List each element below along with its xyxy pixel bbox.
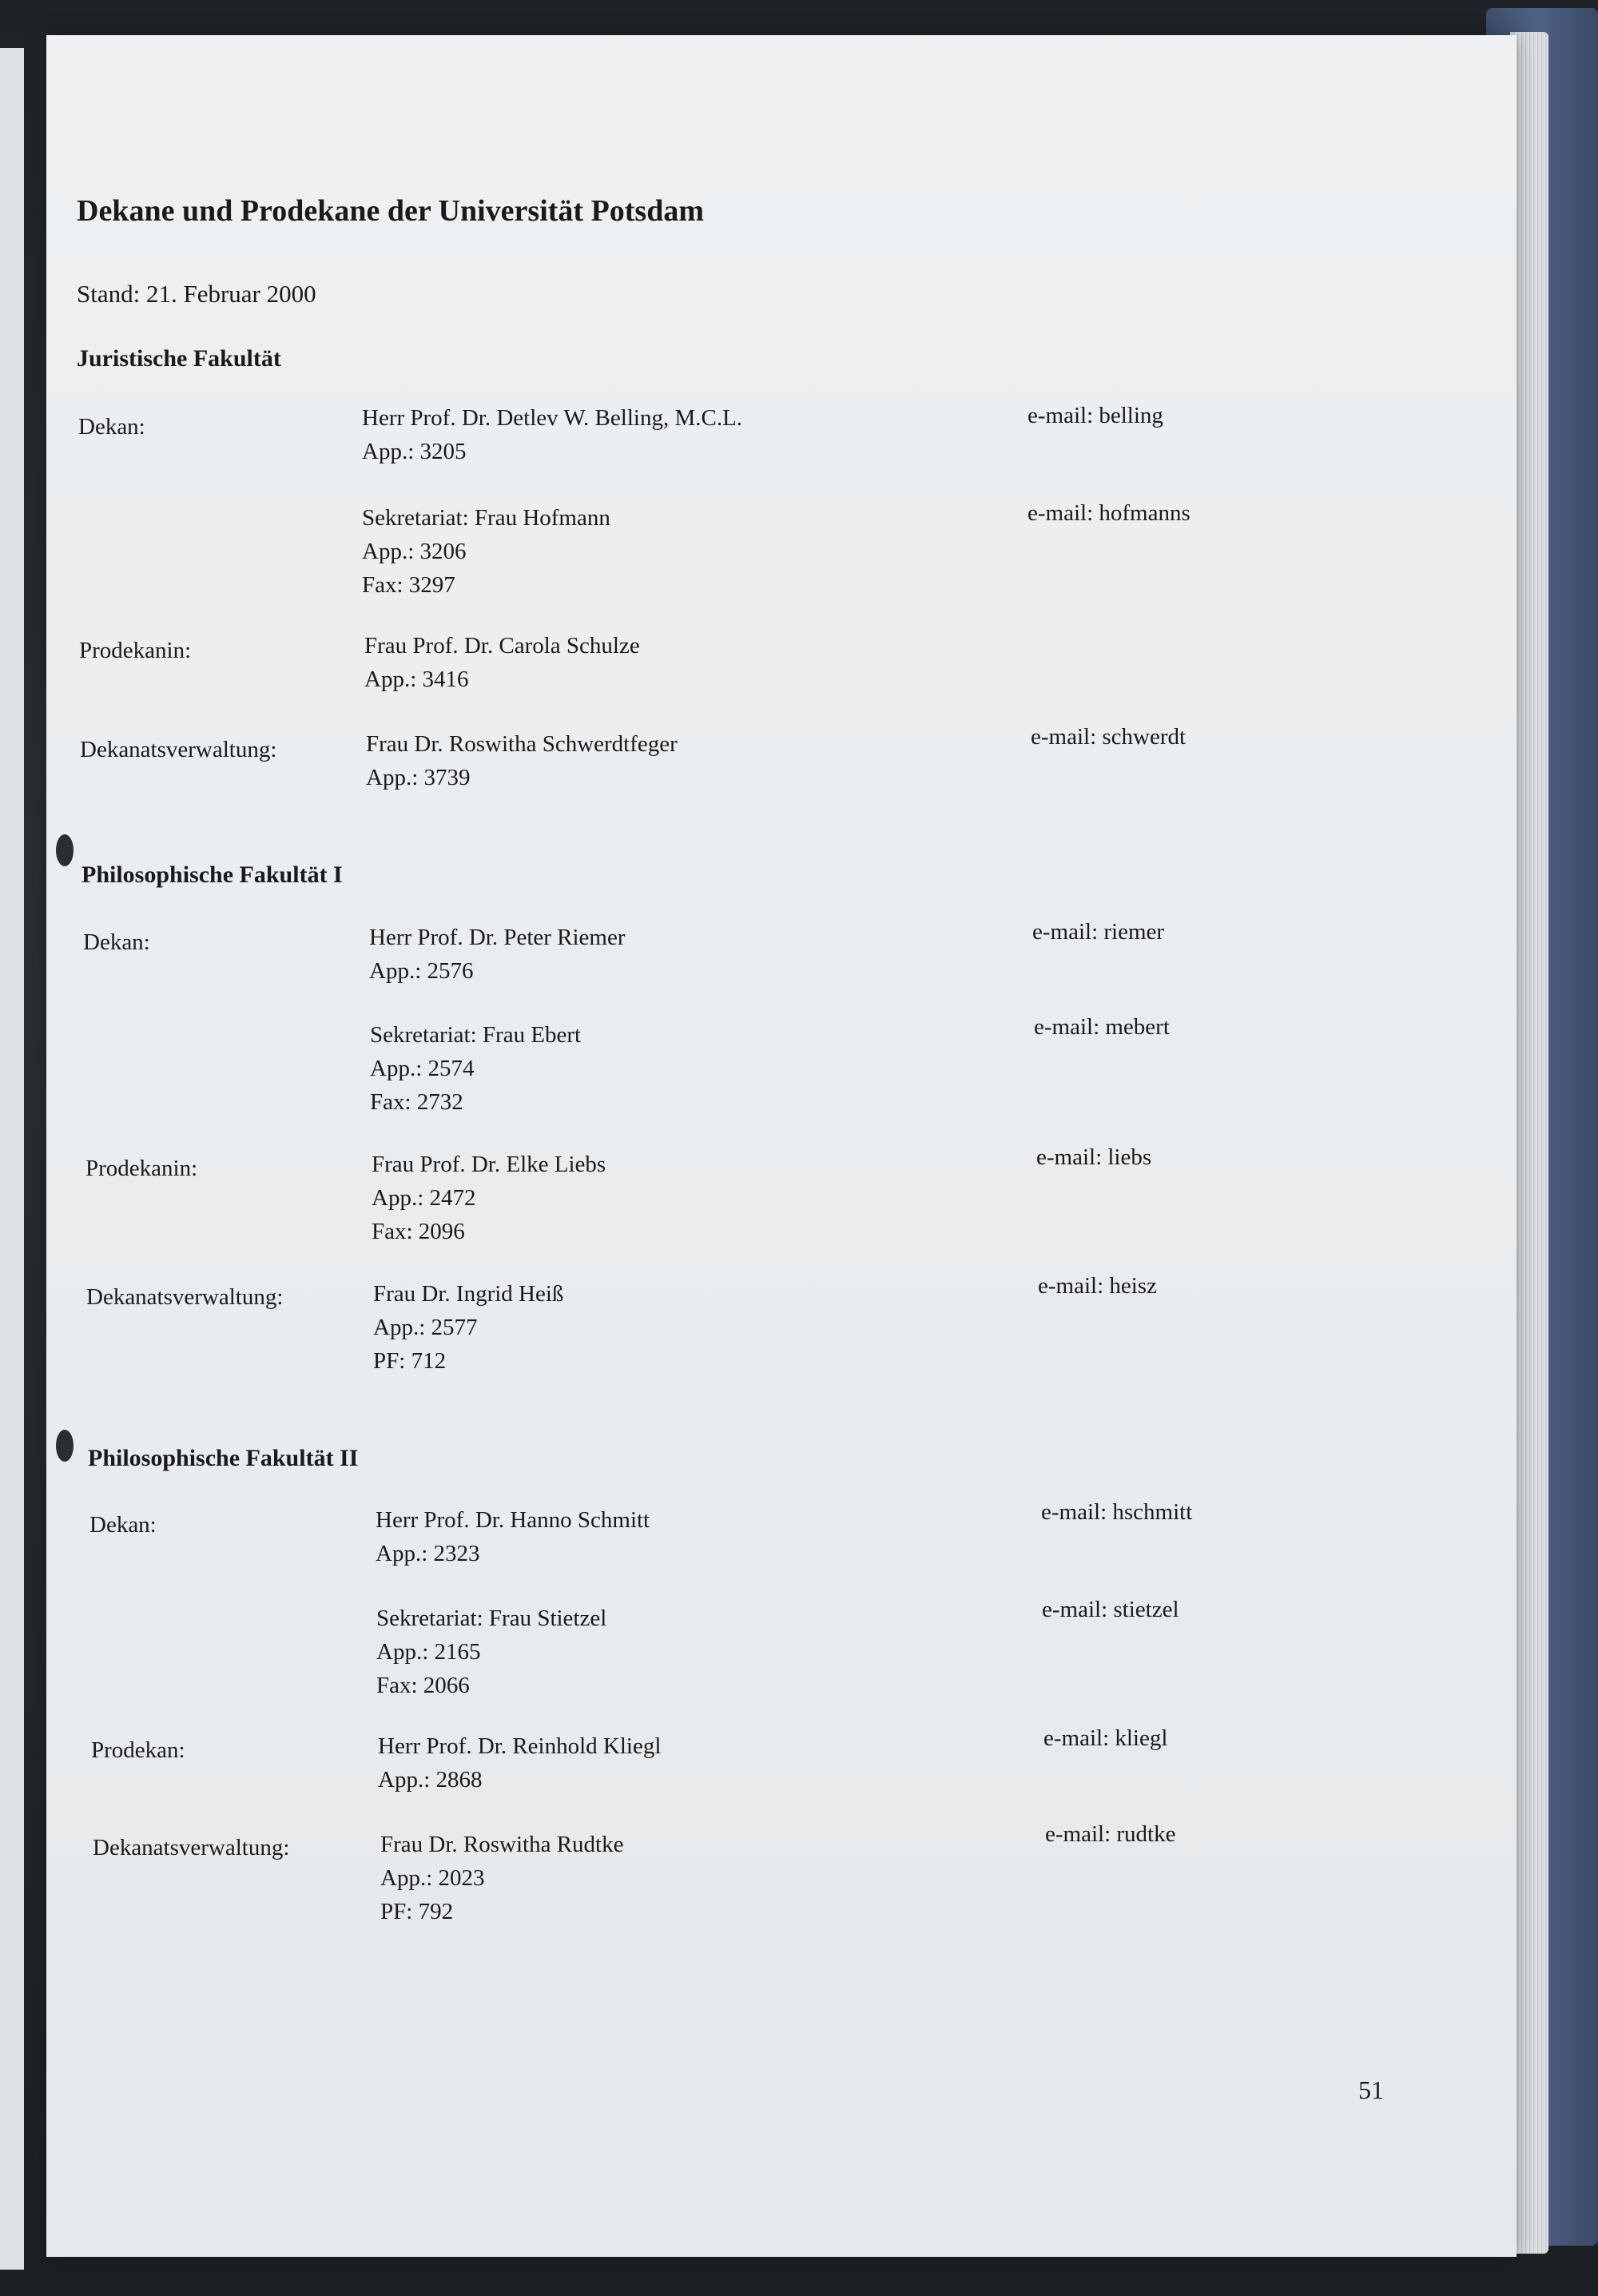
person-line: App.: 3205 xyxy=(362,439,467,464)
person-line: App.: 2323 xyxy=(376,1541,480,1566)
person-line: App.: 3416 xyxy=(364,667,469,692)
email-address: e-mail: riemer xyxy=(1032,919,1165,945)
person-line: Sekretariat: Frau Stietzel xyxy=(376,1606,607,1631)
person-block xyxy=(373,1277,563,1378)
person-line: Sekretariat: Frau Hofmann xyxy=(362,505,610,531)
role-label: Dekanatsverwaltung: xyxy=(93,1835,290,1860)
section-heading: Philosophische Fakultät I xyxy=(81,861,343,888)
person-line: Sekretariat: Frau Ebert xyxy=(370,1022,582,1048)
person-line: Herr Prof. Dr. Hanno Schmitt xyxy=(376,1507,650,1533)
person-line: Frau Prof. Dr. Elke Liebs xyxy=(372,1152,606,1177)
person-line: Fax: 2096 xyxy=(372,1219,465,1244)
role-label: Prodekanin: xyxy=(85,1156,198,1181)
person-line: App.: 2577 xyxy=(373,1315,478,1340)
section-heading: Juristische Fakultät xyxy=(77,345,281,372)
person-block xyxy=(362,501,610,602)
person-block xyxy=(376,1602,606,1702)
person-block xyxy=(380,1828,624,1928)
page-number: 51 xyxy=(1358,2075,1384,2104)
email-address: e-mail: liebs xyxy=(1036,1144,1152,1170)
role-label: Dekanatsverwaltung: xyxy=(80,737,277,762)
role-label: Dekan: xyxy=(89,1512,157,1538)
date-stand: Stand: 21. Februar 2000 xyxy=(77,280,316,308)
previous-page-edge xyxy=(0,48,24,2270)
person-block xyxy=(364,629,640,696)
person-line: Frau Dr. Ingrid Heiß xyxy=(373,1281,564,1307)
person-block xyxy=(372,1148,606,1248)
punch-hole xyxy=(56,1430,74,1462)
person-line: App.: 2576 xyxy=(369,958,474,984)
email-address: e-mail: heisz xyxy=(1038,1273,1157,1299)
person-line: App.: 3206 xyxy=(362,539,467,564)
person-block xyxy=(370,1018,581,1119)
person-block xyxy=(376,1503,650,1570)
role-label: Prodekanin: xyxy=(79,638,192,663)
person-block xyxy=(378,1729,661,1797)
person-line: Frau Dr. Roswitha Rudtke xyxy=(380,1832,624,1857)
person-line: Herr Prof. Dr. Detlev W. Belling, M.C.L. xyxy=(362,405,743,431)
person-line: App.: 2165 xyxy=(376,1639,481,1665)
person-line: PF: 792 xyxy=(380,1899,454,1924)
section-heading: Philosophische Fakultät II xyxy=(88,1445,359,1471)
email-address: e-mail: schwerdt xyxy=(1031,724,1187,750)
role-label: Prodekan: xyxy=(91,1737,185,1763)
person-line: Herr Prof. Dr. Peter Riemer xyxy=(369,925,626,950)
person-line: App.: 2023 xyxy=(380,1865,485,1891)
email-address: e-mail: mebert xyxy=(1034,1014,1170,1040)
person-block xyxy=(366,727,678,794)
person-line: App.: 2868 xyxy=(378,1767,483,1793)
role-label: Dekanatsverwaltung: xyxy=(86,1284,284,1310)
email-address: e-mail: stietzel xyxy=(1042,1597,1179,1622)
person-line: App.: 2574 xyxy=(370,1056,475,1081)
email-address: e-mail: hofmanns xyxy=(1028,500,1191,526)
person-block xyxy=(362,401,742,468)
page-title: Dekane und Prodekane der Universität Potsdam xyxy=(77,194,705,228)
email-address: e-mail: hschmitt xyxy=(1041,1499,1193,1525)
person-line: Fax: 3297 xyxy=(362,572,455,598)
person-block xyxy=(369,921,626,988)
email-address: e-mail: rudtke xyxy=(1045,1821,1176,1847)
person-line: Fax: 2732 xyxy=(370,1089,463,1115)
person-line: Frau Prof. Dr. Carola Schulze xyxy=(364,633,640,659)
email-address: e-mail: kliegl xyxy=(1043,1725,1168,1751)
person-line: App.: 3739 xyxy=(366,765,471,790)
email-address: e-mail: belling xyxy=(1028,403,1163,428)
punch-hole xyxy=(56,834,74,866)
person-line: PF: 712 xyxy=(373,1348,447,1374)
person-line: Fax: 2066 xyxy=(376,1673,470,1698)
person-line: App.: 2472 xyxy=(372,1185,476,1211)
role-label: Dekan: xyxy=(78,414,145,440)
person-line: Herr Prof. Dr. Reinhold Kliegl xyxy=(378,1733,662,1759)
role-label: Dekan: xyxy=(83,929,150,955)
person-line: Frau Dr. Roswitha Schwerdtfeger xyxy=(366,731,678,757)
